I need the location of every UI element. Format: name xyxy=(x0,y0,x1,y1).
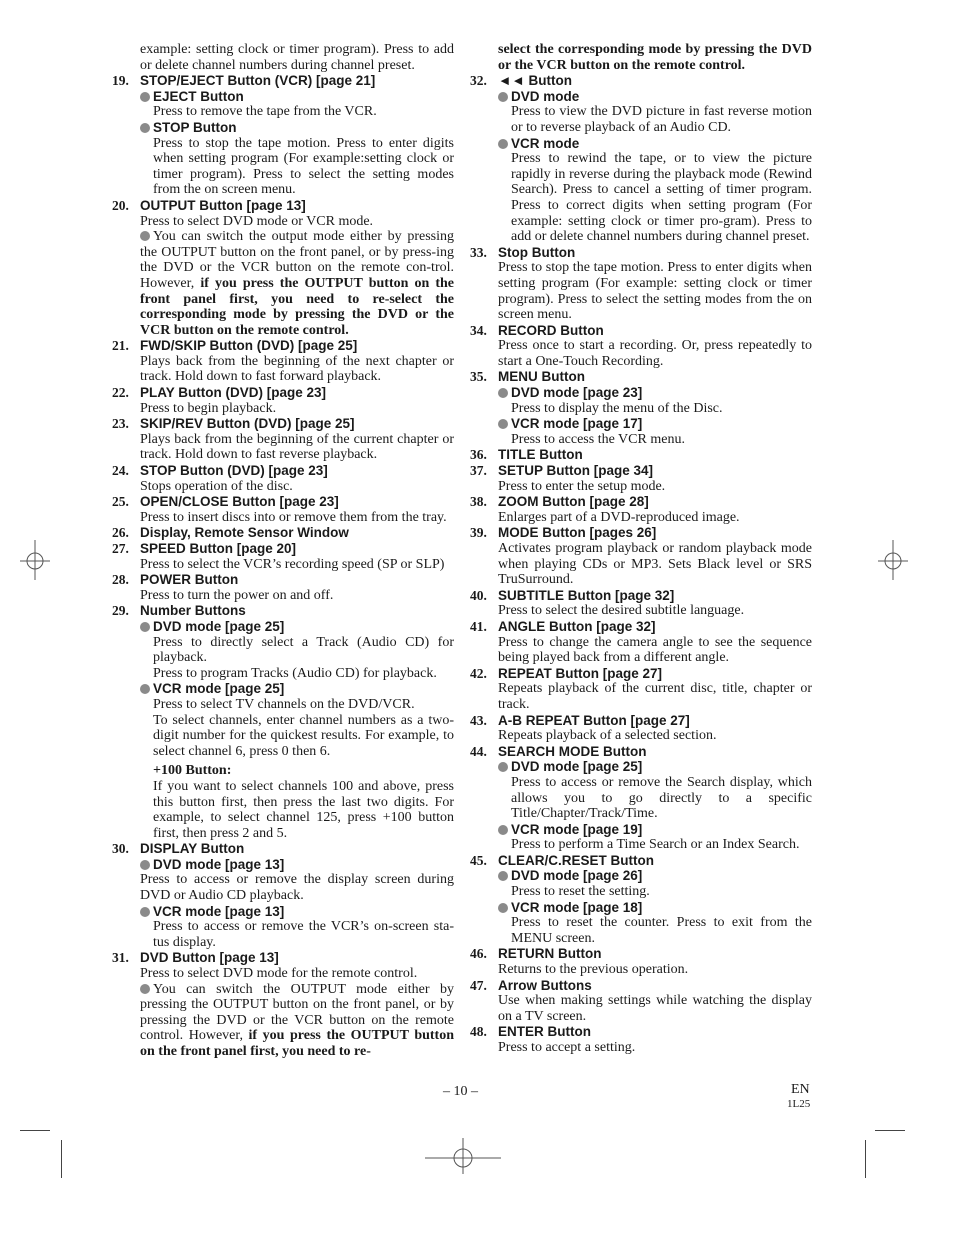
item-number: 42. xyxy=(470,665,487,681)
item-text: Use when making settings while watching the display on a TV screen. xyxy=(498,993,812,1024)
bullet-icon xyxy=(140,92,150,102)
crop-mark xyxy=(61,1140,62,1178)
item-title: ◄◄ Button xyxy=(498,73,572,89)
registration-mark-left-icon xyxy=(20,540,50,580)
sub-heading xyxy=(470,759,812,775)
item-text: Press to view the DVD picture in fast reverse motion or to reverse playback of an Audio CD. xyxy=(511,104,812,135)
sub-heading xyxy=(112,681,454,697)
item-text: Press to display the menu of the Disc. xyxy=(511,400,723,416)
model-code: 1L25 xyxy=(787,1098,811,1110)
item-number: 39. xyxy=(470,525,487,541)
item-text: Plays back from the beginning of the current chapter or track. Hold down to fast reverse playback. xyxy=(140,431,454,463)
item-43-heading xyxy=(470,713,812,729)
item-number: 19. xyxy=(112,73,129,89)
sub-heading xyxy=(470,822,812,838)
item-number: 24. xyxy=(112,463,129,479)
item-text: Repeats playback of a selected section. xyxy=(498,728,717,744)
item-38-heading xyxy=(470,494,812,510)
item-title: RETURN Button xyxy=(498,946,602,962)
item-title: TITLE Button xyxy=(498,447,583,463)
bullet-icon xyxy=(498,139,508,149)
item-30-heading xyxy=(112,841,454,857)
bullet-icon xyxy=(140,907,150,917)
item-text: Press to stop the tape motion. Press to enter digits when setting program (For example: setting clock or timer program). Press to select the setting modes from the on screen menu. xyxy=(498,260,812,323)
sub-heading-label: STOP Button xyxy=(153,119,237,135)
item-26-heading xyxy=(112,525,454,541)
bullet-icon xyxy=(140,684,150,694)
item-title: Number Buttons xyxy=(140,603,246,619)
item-title: SUBTITLE Button [page 32] xyxy=(498,587,675,603)
item-number: 37. xyxy=(470,463,487,479)
language-code: EN xyxy=(791,1082,810,1097)
crop-mark xyxy=(875,1130,905,1131)
item-text: Press to access or remove the display screen during DVD or Audio CD playback. xyxy=(140,872,454,904)
continued-text xyxy=(470,42,812,73)
bullet-icon xyxy=(498,825,508,835)
bullet-icon xyxy=(140,860,150,870)
crop-mark xyxy=(20,1130,50,1131)
item-title: MENU Button xyxy=(498,369,585,385)
item-text: Press to select DVD mode or VCR mode. xyxy=(140,213,374,229)
item-number: 31. xyxy=(112,950,129,966)
item-number: 46. xyxy=(470,946,487,962)
bullet-icon xyxy=(498,762,508,772)
item-title: SEARCH MODE Button xyxy=(498,743,647,759)
item-title: SPEED Button [page 20] xyxy=(140,541,297,556)
item-text: Press to enter the setup mode. xyxy=(498,478,666,494)
item-text: Press to directly select a Track (Audio CD) for playback. xyxy=(153,634,454,666)
item-number: 22. xyxy=(112,385,129,401)
note-text: You can switch the OUTPUT mode either by pressing the OUTPUT button on the front panel, or by pressing the DVD or the VCR button on the remote control. However, xyxy=(140,981,454,1044)
item-number: 23. xyxy=(112,416,129,432)
item-title: Arrow Buttons xyxy=(498,977,592,993)
item-text: Press to select the desired subtitle language. xyxy=(498,603,745,619)
note-emphasis: if you press the OUTPUT button on the front panel first, you need to re- xyxy=(140,1028,455,1059)
sub-heading-label: EJECT Button xyxy=(153,88,244,104)
item-text: Press once to start a recording. Or, press repeatedly to start a One-Touch Recording. xyxy=(498,338,812,369)
bullet-icon xyxy=(498,419,508,429)
item-text: Press to program Tracks (Audio CD) for playback. xyxy=(153,665,437,681)
sub-heading-label: VCR mode [page 18] xyxy=(511,899,643,915)
sub-heading xyxy=(112,120,454,136)
item-36-heading xyxy=(470,447,812,463)
item-number: 34. xyxy=(470,322,487,338)
item-title: ANGLE Button [page 32] xyxy=(498,618,656,634)
sub-heading xyxy=(112,619,454,635)
item-text: Press to select the VCR’s recording speed (SP or SLP) xyxy=(140,556,445,572)
item-35-heading xyxy=(470,369,812,385)
item-text: Press to access the VCR menu. xyxy=(511,431,685,447)
sub-heading-label: DVD mode [page 13] xyxy=(153,856,285,872)
item-title: POWER Button xyxy=(140,572,239,588)
item-title: STOP/EJECT Button (VCR) [page 21] xyxy=(140,73,376,89)
note-emphasis: if you press the OUTPUT button on the front panel first, you need to re-select the corresponding mode by pressing the DVD or the VCR button on the remote control. xyxy=(140,275,455,338)
item-number: 27. xyxy=(112,541,129,556)
sub-heading-label: DVD mode [page 23] xyxy=(511,385,643,401)
item-28-heading xyxy=(112,572,454,588)
item-32-heading xyxy=(470,73,812,89)
item-34-heading xyxy=(470,323,812,339)
item-title: SKIP/REV Button (DVD) [page 25] xyxy=(140,416,355,432)
item-number: 29. xyxy=(112,603,129,619)
item-title: Stop Button xyxy=(498,244,576,260)
item-39-heading xyxy=(470,525,812,541)
sub-heading xyxy=(112,904,454,920)
item-40-heading xyxy=(470,588,812,604)
item-text: Press to select TV channels on the DVD/VCR. xyxy=(153,696,415,712)
sub-heading-label: VCR mode [page 25] xyxy=(153,681,285,697)
bullet-icon xyxy=(498,92,508,102)
crop-mark xyxy=(865,1140,866,1178)
item-24-heading xyxy=(112,463,454,479)
item-text: Press to remove the tape from the VCR. xyxy=(153,104,377,120)
item-title: MODE Button [pages 26] xyxy=(498,525,657,541)
sub-heading-label: DVD mode [page 26] xyxy=(511,868,643,884)
item-20-heading xyxy=(112,198,454,214)
item-29-heading xyxy=(112,603,454,619)
item-47-heading xyxy=(470,978,812,994)
sub-heading xyxy=(470,900,812,916)
sub-heading-label: DVD mode xyxy=(511,88,580,104)
item-number: 45. xyxy=(470,852,487,868)
registration-mark-right-icon xyxy=(878,540,908,580)
item-text: Stops operation of the disc. xyxy=(140,478,293,494)
item-48-heading xyxy=(470,1024,812,1040)
bullet-icon xyxy=(140,984,150,994)
item-text: Repeats playback of the current disc, title, chapter or track. xyxy=(498,681,812,712)
item-number: 36. xyxy=(470,447,487,463)
item-46-heading xyxy=(470,946,812,962)
item-42-heading xyxy=(470,666,812,682)
item-text: Press to access or remove the Search display, which allows you to go directly to a specific Title/Chapter/Track/Time. xyxy=(511,774,812,822)
registration-mark-bottom-icon xyxy=(425,1138,501,1174)
bullet-icon xyxy=(498,871,508,881)
item-45-heading xyxy=(470,853,812,869)
item-title: DVD Button [page 13] xyxy=(140,950,279,966)
item-number: 44. xyxy=(470,743,487,759)
sub-heading xyxy=(470,868,812,884)
sub-heading xyxy=(112,857,454,873)
item-number: 26. xyxy=(112,525,129,541)
left-column xyxy=(112,42,454,1060)
sub-heading-label: VCR mode xyxy=(511,135,580,151)
sub-heading-label: VCR mode [page 13] xyxy=(153,903,285,919)
item-number: 30. xyxy=(112,841,129,857)
item-33-heading xyxy=(470,245,812,261)
sub-heading xyxy=(470,416,812,432)
item-number: 21. xyxy=(112,338,129,354)
item-number: 20. xyxy=(112,197,129,213)
item-title: CLEAR/C.RESET Button xyxy=(498,852,654,868)
item-note xyxy=(112,982,454,1060)
item-text: Press to begin playback. xyxy=(140,400,277,416)
item-number: 47. xyxy=(470,977,487,993)
item-title: OPEN/CLOSE Button [page 23] xyxy=(140,494,339,510)
item-text: If you want to select channels 100 and above, press this button first, then press the last two digits. For example, to select channel 125, press +100 button first, then press 2 and 5. xyxy=(153,778,454,841)
sub-heading-label: DVD mode [page 25] xyxy=(511,759,643,775)
item-number: 40. xyxy=(470,587,487,603)
item-text: Press to reset the counter. Press to exit from the MENU screen. xyxy=(511,915,812,946)
item-note xyxy=(112,229,454,338)
item-text: Press to stop the tape motion. Press to enter digits when setting program (For example:setting clock or timer program). Press to select the setting modes from the on screen menu. xyxy=(153,135,454,198)
bullet-icon xyxy=(140,622,150,632)
bullet-icon xyxy=(140,231,150,241)
item-text: Press to insert discs into or remove them from the tray. xyxy=(140,509,447,525)
item-text: Enlarges part of a DVD-reproduced image. xyxy=(498,509,740,525)
item-number: 38. xyxy=(470,494,487,510)
intro-text: example: setting clock or timer program). Press to add or delete channel numbers during channel preset. xyxy=(140,42,454,73)
page-number: – 10 – xyxy=(443,1084,478,1099)
item-text: Activates program playback or random playback mode when playing CDs or MP3. Sets Black level or SRS TruSurround. xyxy=(498,541,812,588)
item-27-heading xyxy=(112,541,454,557)
item-text: Plays back from the beginning of the next chapter or track. Hold down to fast forward playback. xyxy=(140,353,454,385)
item-37-heading xyxy=(470,463,812,479)
item-22-heading xyxy=(112,385,454,401)
item-text: Press to access or remove the VCR’s on-screen sta-tus display. xyxy=(153,919,454,950)
item-number: 43. xyxy=(470,712,487,728)
item-text: Returns to the previous operation. xyxy=(498,962,689,978)
item-19-heading xyxy=(112,73,454,89)
item-number: 41. xyxy=(470,618,487,634)
item-title: Display, Remote Sensor Window xyxy=(140,525,349,541)
bullet-icon xyxy=(498,903,508,913)
item-number: 32. xyxy=(470,73,487,89)
right-column xyxy=(470,42,812,1056)
item-title: ENTER Button xyxy=(498,1024,591,1040)
item-title: OUTPUT Button [page 13] xyxy=(140,197,306,213)
item-text: Press to perform a Time Search or an Index Search. xyxy=(511,837,800,853)
bullet-icon xyxy=(498,388,508,398)
item-number: 48. xyxy=(470,1024,487,1040)
item-31-heading xyxy=(112,950,454,966)
item-23-heading xyxy=(112,416,454,432)
item-title: FWD/SKIP Button (DVD) [page 25] xyxy=(140,338,358,354)
item-text: Press to select DVD mode for the remote control. xyxy=(140,966,418,982)
item-41-heading xyxy=(470,619,812,635)
sub-heading-label: VCR mode [page 19] xyxy=(511,821,643,837)
item-44-heading xyxy=(470,744,812,760)
item-text: Press to reset the setting. xyxy=(511,884,650,900)
item-number: 25. xyxy=(112,494,129,510)
item-text: Press to turn the power on and off. xyxy=(140,587,334,603)
item-title: ZOOM Button [page 28] xyxy=(498,494,649,510)
sub-heading xyxy=(470,89,812,105)
item-title: DISPLAY Button xyxy=(140,841,245,857)
note-text: You can switch the output mode either by pressing the OUTPUT button on the front panel, or by press-ing the DVD or the VCR button on the remote con-trol. However, xyxy=(140,229,454,291)
sub-heading xyxy=(112,89,454,105)
item-text: Press to change the camera angle to see the sequence being played back from a different angle. xyxy=(498,634,812,666)
sub-heading xyxy=(470,136,812,152)
item-title: SETUP Button [page 34] xyxy=(498,463,654,479)
item-number: 28. xyxy=(112,572,129,588)
sub-heading-label: VCR mode [page 17] xyxy=(511,416,643,432)
sub-heading-label: DVD mode [page 25] xyxy=(153,618,285,634)
item-title: REPEAT Button [page 27] xyxy=(498,665,663,681)
sub-heading xyxy=(470,385,812,401)
bullet-icon xyxy=(140,123,150,133)
item-text: Press to accept a setting. xyxy=(498,1040,636,1055)
plus-100-label: +100 Button: xyxy=(153,763,232,779)
item-25-heading xyxy=(112,494,454,510)
continued-emphasis: select the corresponding mode by pressing the DVD or the VCR button on the remote control. xyxy=(498,42,812,73)
item-title: A-B REPEAT Button [page 27] xyxy=(498,712,690,728)
item-21-heading xyxy=(112,338,454,354)
item-title: RECORD Button xyxy=(498,322,604,338)
item-text: Press to rewind the tape, or to view the picture rapidly in reverse during the playback mode (Rewind Search). Press to cancel a setting of timer program. Press to correct digits when setting program (For example: setting clock or timer pro-gram). Press to add or delete channel numbers during channel preset. xyxy=(511,151,812,245)
item-title: STOP Button (DVD) [page 23] xyxy=(140,463,328,479)
item-number: 35. xyxy=(470,369,487,385)
item-title: PLAY Button (DVD) [page 23] xyxy=(140,385,327,401)
item-text: To select channels, enter channel numbers as a two-digit number for the quickest results. For example, to select channel 6, press 0 then 6. xyxy=(153,712,454,759)
item-number: 33. xyxy=(470,244,487,260)
